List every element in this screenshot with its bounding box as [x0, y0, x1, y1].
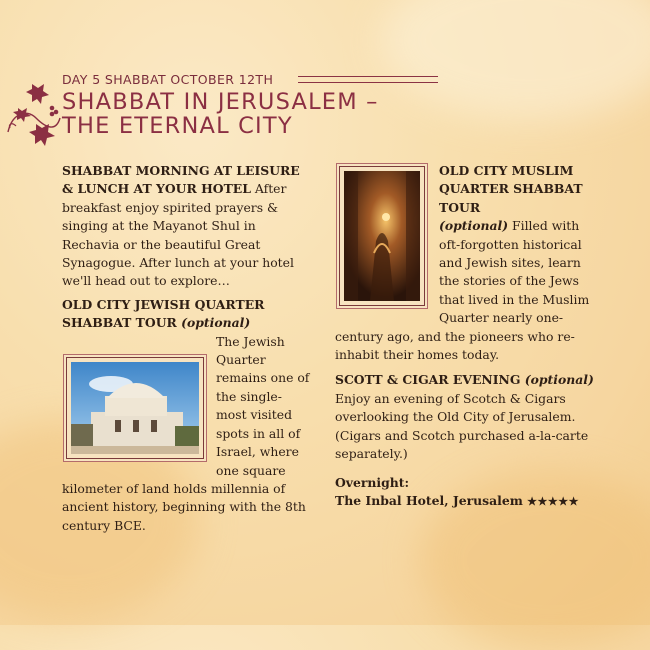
synagogue-dome-image — [71, 362, 199, 454]
hotel-name: The Inbal Hotel, Jerusalem — [335, 492, 528, 508]
overnight-label: Overnight: — [335, 474, 410, 490]
right-column — [335, 162, 597, 511]
star-rating: ★★★★★ — [527, 494, 579, 508]
stone-alley-image — [344, 171, 420, 301]
synagogue-photo — [66, 357, 204, 459]
muslim-quarter-optional: (optional) — [439, 218, 509, 234]
scotch-heading: SCOTT & CIGAR EVENING — [335, 372, 525, 388]
title-line-2: THE ETERNAL CITY — [62, 113, 293, 139]
scotch-paragraph — [335, 369, 597, 463]
morning-paragraph — [62, 162, 312, 291]
jewish-quarter-heading: OLD CITY JEWISH QUARTER SHABBAT TOUR — [62, 296, 265, 331]
alley-photo — [339, 166, 425, 306]
jewish-quarter-body: The Jewish Quarter remains one of the single-most visited spots in all of Israel, where one square kilometer of land holds millennia of ancient history, beginning with the 8th century BCE. — [62, 333, 310, 533]
jewish-quarter-optional: (optional) — [181, 315, 251, 331]
scotch-body: Enjoy an evening of Scotch & Cigars overlooking the Old City of Jerusalem. (Cigars and Scotch purchased a-la-carte separately.) — [335, 390, 589, 462]
header-rule — [298, 76, 438, 83]
muslim-quarter-heading: OLD CITY MUSLIM QUARTER SHABBAT TOUR — [439, 163, 583, 215]
jewish-quarter-heading-line — [62, 296, 312, 333]
day-header — [0, 68, 650, 148]
title-line-1: SHABBAT IN JERUSALEM – — [62, 89, 379, 115]
grape-leaf-icon — [2, 74, 66, 152]
morning-body: After breakfast enjoy spirited prayers & singing at the Mayanot Shul in Rechavia or the beautiful Great Synagogue. After lunch at your hotel we'll head out to explore… — [62, 181, 294, 289]
overnight-block — [335, 474, 597, 512]
left-column — [62, 162, 312, 535]
page-title — [62, 90, 379, 138]
morning-heading: SHABBAT MORNING AT LEISURE & LUNCH AT YOUR HOTEL — [62, 163, 300, 197]
day-label: DAY 5 SHABBAT OCTOBER 12TH — [62, 72, 274, 87]
scotch-optional: (optional) — [524, 372, 594, 388]
muslim-quarter-body: Filled with oft-forgotten historical and Jewish sites, learn the stories of the Jews that lived in the Muslim Quarter nearly one-century ago, and the pioneers who re-inhabit their homes today. — [335, 218, 590, 363]
